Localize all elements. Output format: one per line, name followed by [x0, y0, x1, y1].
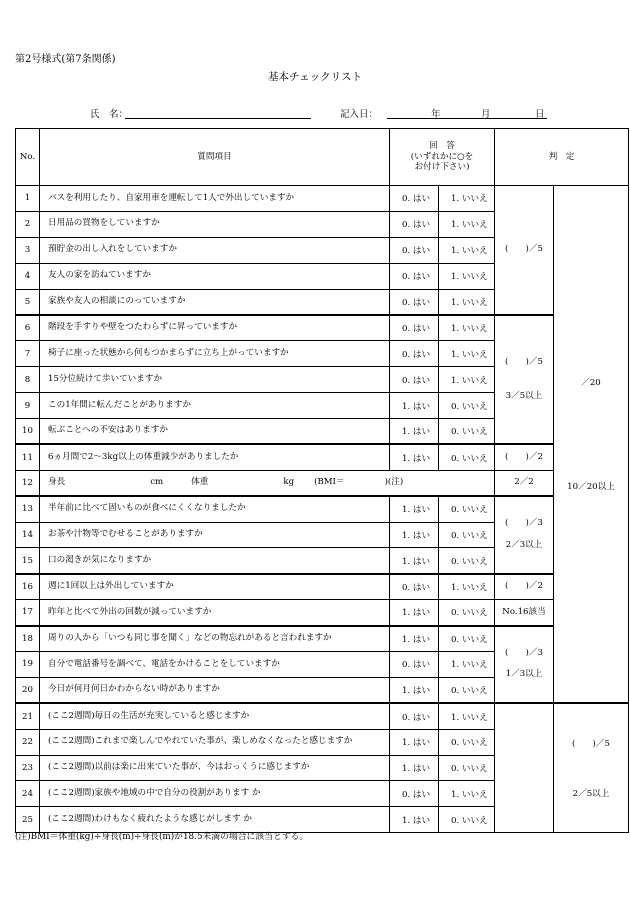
answer-no[interactable]: 1. いいえ — [439, 367, 495, 393]
question-number: 2 — [16, 211, 40, 237]
question-number: 23 — [16, 755, 40, 781]
question-text: 今日が何月何日かわからない時がありますか — [40, 677, 390, 703]
total-judge — [554, 186, 629, 704]
question-number: 15 — [16, 548, 40, 574]
answer-no[interactable]: 1. いいえ — [439, 781, 495, 807]
answer-no[interactable]: 0. いいえ — [439, 807, 495, 833]
question-number: 22 — [16, 729, 40, 755]
question-number: 7 — [16, 341, 40, 367]
answer-yes[interactable]: 1. はい — [390, 496, 439, 522]
answer-no[interactable]: 1. いいえ — [439, 237, 495, 263]
question-number: 12 — [16, 470, 40, 496]
question-text: 椅子に座った状態から何もつかまらずに立ち上がっていますか — [40, 341, 390, 367]
question-number: 4 — [16, 263, 40, 289]
judge-group-7-left — [495, 703, 554, 832]
question-text: 家族や友人の相談にのっていますか — [40, 289, 390, 315]
table-row — [16, 315, 629, 341]
judge-text: No.16該当 — [502, 606, 546, 617]
header-judgement: 判 定 — [495, 129, 629, 186]
month-label: 月 — [481, 109, 491, 120]
question-text: 昨年と比べて外出の回数が減っていますか — [40, 600, 390, 626]
answer-yes[interactable]: 1. はい — [390, 677, 439, 703]
answer-yes[interactable]: 0. はい — [390, 186, 439, 212]
answer-no[interactable]: 1. いいえ — [439, 315, 495, 341]
bmi-part: kg — [283, 477, 295, 488]
answer-yes[interactable]: 0. はい — [390, 652, 439, 678]
answer-no[interactable]: 1. いいえ — [439, 186, 495, 212]
bmi-part: (BMI＝ — [314, 477, 345, 488]
answer-yes[interactable]: 1. はい — [390, 522, 439, 548]
date-label: 記入日： — [340, 109, 379, 120]
question-text: 自分で電話番号を調べて、電話をかけることをしていますか — [40, 652, 390, 678]
answer-yes[interactable]: 1. はい — [390, 419, 439, 445]
question-number: 14 — [16, 522, 40, 548]
answer-yes[interactable]: 1. はい — [390, 393, 439, 419]
question-number: 17 — [16, 600, 40, 626]
table-row — [16, 470, 629, 496]
question-number: 16 — [16, 574, 40, 600]
judge-text: 3／5以上 — [505, 390, 543, 401]
answer-no[interactable]: 1. いいえ — [439, 574, 495, 600]
answer-no[interactable]: 0. いいえ — [439, 677, 495, 703]
answer-no[interactable]: 0. いいえ — [439, 444, 495, 470]
question-number: 24 — [16, 781, 40, 807]
table-row — [16, 186, 629, 212]
judge-group-1 — [495, 186, 554, 315]
judge-text: ( )／5 — [505, 244, 543, 255]
question-number: 6 — [16, 315, 40, 341]
question-text: 週に1回以上は外出していますか — [40, 574, 390, 600]
question-number: 1 — [16, 186, 40, 212]
answer-no[interactable]: 1. いいえ — [439, 263, 495, 289]
answer-yes[interactable]: 1. はい — [390, 444, 439, 470]
judge-group-2 — [495, 315, 554, 444]
judge-group-5a — [495, 574, 554, 600]
judge-text: 2／5以上 — [572, 789, 610, 800]
question-text: (ここ2週間)家族や地域の中で自分の役割があります か — [40, 781, 390, 807]
question-text: 転ぶことへの不安はありますか — [40, 419, 390, 445]
bmi-part: )(注) — [384, 477, 404, 488]
judge-group-5b — [495, 600, 554, 626]
answer-yes[interactable]: 1. はい — [390, 729, 439, 755]
judge-text: 1／3以上 — [505, 669, 543, 680]
answer-no[interactable]: 1. いいえ — [439, 703, 495, 729]
answer-no[interactable]: 0. いいえ — [439, 496, 495, 522]
answer-no[interactable]: 0. いいえ — [439, 755, 495, 781]
answer-no[interactable]: 1. いいえ — [439, 341, 495, 367]
total-cutoff: 10／20以上 — [567, 482, 615, 493]
year-label: 年 — [431, 109, 441, 120]
question-text: 6ヵ月間で2～3kg以上の体重減少がありましたか — [40, 444, 390, 470]
question-number: 8 — [16, 367, 40, 393]
judge-group-7 — [554, 703, 629, 832]
question-number: 3 — [16, 237, 40, 263]
date-field-line[interactable] — [387, 118, 547, 119]
answer-yes[interactable]: 0. はい — [390, 367, 439, 393]
header-no: No. — [16, 129, 40, 186]
name-label: 氏 名： — [90, 109, 129, 120]
judge-text: ( )／2 — [505, 581, 543, 592]
answer-yes[interactable]: 0. はい — [390, 289, 439, 315]
answer-yes[interactable]: 1. はい — [390, 807, 439, 833]
table-row — [16, 444, 629, 470]
question-text: (ここ2週間)わけもなく疲れたような感じがします か — [40, 807, 390, 833]
question-text: 口の渇きが気になりますか — [40, 548, 390, 574]
answer-no[interactable]: 0. いいえ — [439, 600, 495, 626]
answer-no[interactable]: 0. いいえ — [439, 548, 495, 574]
answer-yes[interactable]: 0. はい — [390, 263, 439, 289]
question-number: 21 — [16, 703, 40, 729]
table-row — [16, 626, 629, 652]
footnote: (注)BMI＝体重(kg)÷身長(m)÷身長(m)が18.5未満の場合に該当とする。 — [15, 832, 309, 842]
question-number: 5 — [16, 289, 40, 315]
answer-yes[interactable]: 0. はい — [390, 237, 439, 263]
question-text: 預貯金の出し入れをしていますか — [40, 237, 390, 263]
question-text: 半年前に比べて固いものが食べにくくなりましたか — [40, 496, 390, 522]
judge-text: ( )／3 — [505, 647, 543, 658]
bmi-part: 体重 — [191, 477, 209, 488]
judge-group-4 — [495, 496, 554, 574]
question-text: 周りの人から「いつも同じ事を聞く」などの物忘れがあると言われますか — [40, 626, 390, 652]
answer-no[interactable]: 0. いいえ — [439, 393, 495, 419]
question-number: 13 — [16, 496, 40, 522]
answer-yes[interactable]: 1. はい — [390, 755, 439, 781]
question-text: (ここ2週間)以前は楽に出来ていた事が、今はおっくうに感じますか — [40, 755, 390, 781]
question-number: 20 — [16, 677, 40, 703]
judge-text: ( )／2 — [505, 451, 543, 462]
question-text: この1年間に転んだことがありますか — [40, 393, 390, 419]
answer-no[interactable]: 0. いいえ — [439, 729, 495, 755]
question-text: お茶や汁物等でむせることがありますか — [40, 522, 390, 548]
total-score: ／20 — [581, 378, 601, 389]
bmi-part: 身長 — [48, 477, 66, 488]
question-number: 9 — [16, 393, 40, 419]
answer-yes[interactable]: 0. はい — [390, 341, 439, 367]
answer-yes[interactable]: 0. はい — [390, 781, 439, 807]
question-text: 日用品の買物をしていますか — [40, 211, 390, 237]
day-label: 日 — [535, 109, 545, 120]
answer-no[interactable]: 0. いいえ — [439, 626, 495, 652]
judge-text: ( )／5 — [505, 357, 543, 368]
checklist-table — [15, 128, 629, 833]
table-row — [16, 600, 629, 626]
answer-yes[interactable]: 1. はい — [390, 548, 439, 574]
question-text: 友人の家を訪ねていますか — [40, 263, 390, 289]
answer-no[interactable]: 0. いいえ — [439, 522, 495, 548]
judge-text: ( )／5 — [572, 739, 610, 750]
name-field-line[interactable] — [125, 118, 311, 119]
answer-yes[interactable]: 0. はい — [390, 574, 439, 600]
answer-no[interactable]: 1. いいえ — [439, 289, 495, 315]
question-text: 15分位続けて歩いていますか — [40, 367, 390, 393]
answer-yes[interactable]: 0. はい — [390, 315, 439, 341]
bmi-part: cm — [150, 477, 164, 488]
answer-yes[interactable]: 1. はい — [390, 626, 439, 652]
form-number: 第2号様式(第7条関係) — [15, 54, 116, 65]
judge-text: ( )／3 — [505, 518, 543, 529]
question-number: 19 — [16, 652, 40, 678]
table-row — [16, 574, 629, 600]
judge-group-6 — [495, 626, 554, 704]
answer-no[interactable]: 1. いいえ — [439, 652, 495, 678]
judge-group-3 — [495, 444, 554, 470]
question-text: 階段を手すりや壁をつたわらずに昇っていますか — [40, 315, 390, 341]
bmi-judge: 2／2 — [495, 470, 554, 496]
bmi-row — [40, 470, 495, 496]
answer-yes[interactable]: 0. はい — [390, 703, 439, 729]
judge-text: 2／3以上 — [505, 540, 543, 551]
answer-no[interactable]: 0. いいえ — [439, 419, 495, 445]
question-text: (ここ2週間)これまで楽しんでやれていた事が、楽しめなくなったと感じますか — [40, 729, 390, 755]
table-row — [16, 496, 629, 522]
question-number: 25 — [16, 807, 40, 833]
answer-yes[interactable]: 1. はい — [390, 600, 439, 626]
question-number: 10 — [16, 419, 40, 445]
table-row — [16, 703, 629, 729]
question-text: (ここ2週間)毎日の生活が充実していると感じますか — [40, 703, 390, 729]
page-title: 基本チェックリスト — [268, 71, 362, 83]
question-text: バスを利用したり、自家用車を運転して1人で外出していますか — [40, 186, 390, 212]
question-number: 18 — [16, 626, 40, 652]
answer-no[interactable]: 1. いいえ — [439, 211, 495, 237]
question-number: 11 — [16, 444, 40, 470]
answer-yes[interactable]: 0. はい — [390, 211, 439, 237]
header-answer: 回 答 (いずれかに○を お付け下さい) — [390, 129, 495, 186]
header-question: 質問項目 — [40, 129, 390, 186]
